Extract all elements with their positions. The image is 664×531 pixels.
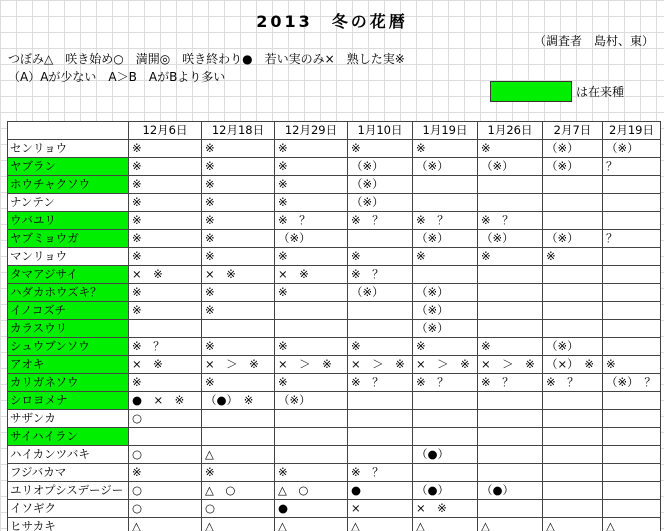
date-header[interactable]: 12月6日 bbox=[129, 122, 202, 140]
observation-cell[interactable] bbox=[603, 284, 661, 302]
date-header[interactable]: 2月19日 bbox=[603, 122, 661, 140]
plant-name-cell[interactable]: センリョウ bbox=[8, 140, 129, 158]
plant-name-cell[interactable]: シュウブンソウ bbox=[8, 338, 129, 356]
observation-cell[interactable] bbox=[603, 482, 661, 500]
plant-name-cell[interactable]: シロヨメナ bbox=[8, 392, 129, 410]
table-row bbox=[8, 356, 661, 374]
observation-cell[interactable]: （×） ※ bbox=[543, 356, 603, 374]
plant-name-cell[interactable]: ヒサカキ bbox=[8, 518, 129, 531]
observation-cell[interactable]: × bbox=[348, 500, 413, 518]
observation-cell[interactable]: （※） bbox=[543, 158, 603, 176]
observation-cell[interactable]: ※ bbox=[275, 194, 348, 212]
observation-cell[interactable] bbox=[478, 410, 543, 428]
observation-cell[interactable] bbox=[275, 320, 348, 338]
observation-cell[interactable]: （※） bbox=[413, 284, 478, 302]
observation-cell[interactable] bbox=[603, 176, 661, 194]
observation-cell[interactable]: ※ bbox=[129, 176, 202, 194]
observation-cell[interactable] bbox=[478, 176, 543, 194]
plant-name-cell[interactable]: ユリオプシスデージー bbox=[8, 482, 129, 500]
observation-cell[interactable]: ※ ？ bbox=[129, 338, 202, 356]
observation-cell[interactable]: × ※ bbox=[275, 266, 348, 284]
observation-cell[interactable]: ※ ？ bbox=[413, 374, 478, 392]
observation-cell[interactable] bbox=[603, 320, 661, 338]
observation-cell[interactable]: （※） bbox=[413, 302, 478, 320]
observation-cell[interactable]: （※） bbox=[348, 176, 413, 194]
observation-cell[interactable]: ※ bbox=[275, 374, 348, 392]
table-row bbox=[8, 446, 661, 464]
observation-cell[interactable]: ○ bbox=[129, 482, 202, 500]
date-header[interactable]: 2月7日 bbox=[543, 122, 603, 140]
observation-cell[interactable]: ※ bbox=[129, 284, 202, 302]
observation-cell[interactable]: △ bbox=[543, 518, 603, 531]
observation-cell[interactable]: ○ bbox=[129, 500, 202, 518]
observation-cell[interactable] bbox=[603, 500, 661, 518]
plant-name-cell[interactable]: ホウチャクソウ bbox=[8, 176, 129, 194]
observation-cell[interactable]: ※ bbox=[413, 140, 478, 158]
observation-cell[interactable] bbox=[543, 500, 603, 518]
table-row bbox=[8, 266, 661, 284]
observation-cell[interactable]: （●） bbox=[413, 446, 478, 464]
table-row bbox=[8, 176, 661, 194]
observation-cell[interactable]: △ bbox=[275, 518, 348, 531]
plant-name-cell[interactable]: ヤブラン bbox=[8, 158, 129, 176]
observation-cell[interactable]: ○ bbox=[129, 446, 202, 464]
observation-cell[interactable] bbox=[413, 176, 478, 194]
plant-name-cell[interactable]: サイハイラン bbox=[8, 428, 129, 446]
observation-cell[interactable] bbox=[603, 212, 661, 230]
observation-cell[interactable]: ？ bbox=[603, 230, 661, 248]
observation-cell[interactable]: ● × ※ bbox=[129, 392, 202, 410]
observation-cell[interactable]: ※ bbox=[603, 356, 661, 374]
observation-cell[interactable]: ○ bbox=[129, 410, 202, 428]
observation-cell[interactable]: ※ bbox=[543, 248, 603, 266]
observation-cell[interactable] bbox=[543, 194, 603, 212]
observation-cell[interactable] bbox=[202, 428, 275, 446]
observation-cell[interactable] bbox=[543, 482, 603, 500]
table-row bbox=[8, 302, 661, 320]
observation-cell[interactable] bbox=[275, 302, 348, 320]
table-row bbox=[8, 338, 661, 356]
plant-name-cell[interactable]: マンリョウ bbox=[8, 248, 129, 266]
observation-cell[interactable]: （※） bbox=[348, 284, 413, 302]
observation-cell[interactable]: （※） bbox=[413, 230, 478, 248]
surveyor-label: （調査者 島村、東） bbox=[533, 34, 654, 48]
observation-cell[interactable]: ※ bbox=[348, 338, 413, 356]
observation-cell[interactable]: ※ bbox=[275, 176, 348, 194]
observation-cell[interactable]: × ※ bbox=[129, 266, 202, 284]
observation-cell[interactable]: △ bbox=[478, 518, 543, 531]
observation-cell[interactable] bbox=[478, 500, 543, 518]
observation-cell[interactable] bbox=[543, 302, 603, 320]
observation-cell[interactable]: ※ bbox=[348, 140, 413, 158]
plant-name-cell[interactable]: アオキ bbox=[8, 356, 129, 374]
plant-name-cell[interactable]: カラスウリ bbox=[8, 320, 129, 338]
observation-cell[interactable] bbox=[603, 266, 661, 284]
observation-cell[interactable] bbox=[603, 392, 661, 410]
observation-cell[interactable]: ※ ？ bbox=[275, 212, 348, 230]
plant-name-cell[interactable]: ハイカンツバキ bbox=[8, 446, 129, 464]
observation-cell[interactable] bbox=[275, 410, 348, 428]
observation-cell[interactable]: ※ bbox=[202, 140, 275, 158]
observation-cell[interactable] bbox=[348, 392, 413, 410]
observation-cell[interactable] bbox=[478, 194, 543, 212]
observation-cell[interactable]: △ bbox=[348, 518, 413, 531]
observation-cell[interactable]: × ＞ ※ bbox=[413, 356, 478, 374]
observation-cell[interactable] bbox=[543, 464, 603, 482]
table-row bbox=[8, 482, 661, 500]
observation-cell[interactable] bbox=[478, 464, 543, 482]
observation-cell[interactable] bbox=[478, 266, 543, 284]
observation-cell[interactable]: ※ bbox=[348, 248, 413, 266]
observation-cell[interactable]: × ＞ ※ bbox=[202, 356, 275, 374]
observation-cell[interactable] bbox=[543, 392, 603, 410]
observation-cell[interactable]: ※ bbox=[275, 140, 348, 158]
observation-cell[interactable] bbox=[478, 446, 543, 464]
observation-cell[interactable] bbox=[413, 266, 478, 284]
date-header[interactable]: 12月29日 bbox=[275, 122, 348, 140]
symbol-legend: つぼみ△ 咲き始め○ 満開◎ 咲き終わり● 若い実のみ× 熟した実※ bbox=[8, 52, 405, 66]
observation-cell[interactable]: ※ bbox=[202, 302, 275, 320]
date-header[interactable]: 12月18日 bbox=[202, 122, 275, 140]
observation-cell[interactable]: （※） bbox=[478, 158, 543, 176]
table-row bbox=[8, 284, 661, 302]
observation-cell[interactable]: ※ bbox=[202, 194, 275, 212]
observation-cell[interactable] bbox=[603, 446, 661, 464]
observation-cell[interactable]: ※ ？ bbox=[478, 212, 543, 230]
observation-cell[interactable] bbox=[478, 392, 543, 410]
observation-cell[interactable]: ※ bbox=[129, 212, 202, 230]
observation-cell[interactable] bbox=[413, 392, 478, 410]
observation-cell[interactable]: × ※ bbox=[413, 500, 478, 518]
bloom-calendar-table bbox=[7, 121, 661, 531]
observation-cell[interactable]: （●） bbox=[478, 482, 543, 500]
observation-cell[interactable] bbox=[543, 446, 603, 464]
observation-cell[interactable] bbox=[543, 410, 603, 428]
table-row bbox=[8, 392, 661, 410]
observation-cell[interactable]: （●） bbox=[413, 482, 478, 500]
observation-cell[interactable]: ※ bbox=[413, 248, 478, 266]
observation-cell[interactable]: ※ bbox=[202, 176, 275, 194]
observation-cell[interactable]: × ＞ ※ bbox=[478, 356, 543, 374]
observation-cell[interactable]: （※） bbox=[348, 158, 413, 176]
observation-cell[interactable]: ※ bbox=[202, 338, 275, 356]
plant-name-cell[interactable]: ウバユリ bbox=[8, 212, 129, 230]
observation-cell[interactable]: ※ bbox=[129, 248, 202, 266]
table-row bbox=[8, 158, 661, 176]
observation-cell[interactable] bbox=[413, 464, 478, 482]
observation-cell[interactable]: × ※ bbox=[129, 356, 202, 374]
observation-cell[interactable] bbox=[478, 284, 543, 302]
observation-cell[interactable] bbox=[478, 428, 543, 446]
observation-cell[interactable]: ○ bbox=[202, 500, 275, 518]
observation-cell[interactable]: ※ bbox=[478, 140, 543, 158]
observation-cell[interactable]: △ ○ bbox=[202, 482, 275, 500]
observation-cell[interactable]: （※） bbox=[275, 230, 348, 248]
date-header[interactable]: 1月26日 bbox=[478, 122, 543, 140]
page-title: 2013 冬の花暦 bbox=[256, 12, 408, 31]
observation-cell[interactable]: △ ○ bbox=[275, 482, 348, 500]
observation-cell[interactable] bbox=[603, 410, 661, 428]
observation-cell[interactable]: △ bbox=[603, 518, 661, 531]
observation-cell[interactable] bbox=[603, 464, 661, 482]
plant-name-cell[interactable]: サザンカ bbox=[8, 410, 129, 428]
observation-cell[interactable]: ● bbox=[275, 500, 348, 518]
observation-cell[interactable]: ※ bbox=[275, 284, 348, 302]
table-row bbox=[8, 518, 661, 531]
observation-cell[interactable]: ※ bbox=[275, 158, 348, 176]
plant-name-cell[interactable]: ナンテン bbox=[8, 194, 129, 212]
observation-cell[interactable]: ※ bbox=[129, 374, 202, 392]
date-header[interactable]: 1月19日 bbox=[413, 122, 478, 140]
observation-cell[interactable] bbox=[348, 302, 413, 320]
observation-cell[interactable] bbox=[129, 428, 202, 446]
observation-cell[interactable] bbox=[413, 410, 478, 428]
observation-cell[interactable]: ※ bbox=[275, 248, 348, 266]
observation-cell[interactable]: （※） bbox=[478, 230, 543, 248]
table-row bbox=[8, 230, 661, 248]
comparison-legend: （A）Aが少ない A＞B AがBより多い bbox=[8, 70, 226, 84]
observation-cell[interactable]: ※ bbox=[202, 248, 275, 266]
observation-cell[interactable] bbox=[478, 320, 543, 338]
plant-name-cell[interactable]: ヤブミョウガ bbox=[8, 230, 129, 248]
observation-cell[interactable]: ※ bbox=[202, 464, 275, 482]
observation-cell[interactable]: ※ bbox=[202, 374, 275, 392]
observation-cell[interactable]: ※ bbox=[478, 248, 543, 266]
observation-cell[interactable] bbox=[413, 194, 478, 212]
plant-name-cell[interactable]: ハダカホウズキ？ bbox=[8, 284, 129, 302]
observation-cell[interactable] bbox=[478, 302, 543, 320]
table-row bbox=[8, 212, 661, 230]
observation-cell[interactable]: ※ bbox=[129, 194, 202, 212]
observation-cell[interactable] bbox=[413, 428, 478, 446]
observation-cell[interactable] bbox=[543, 428, 603, 446]
observation-cell[interactable]: ※ bbox=[202, 230, 275, 248]
observation-cell[interactable] bbox=[348, 230, 413, 248]
plant-name-cell[interactable]: イノコズチ bbox=[8, 302, 129, 320]
observation-cell[interactable] bbox=[603, 338, 661, 356]
observation-cell[interactable]: ※ ？ bbox=[348, 374, 413, 392]
observation-cell[interactable] bbox=[603, 428, 661, 446]
observation-cell[interactable] bbox=[275, 446, 348, 464]
observation-cell[interactable]: △ bbox=[202, 446, 275, 464]
observation-cell[interactable]: ※ ？ bbox=[348, 266, 413, 284]
observation-cell[interactable] bbox=[543, 266, 603, 284]
observation-cell[interactable] bbox=[129, 320, 202, 338]
observation-cell[interactable] bbox=[543, 212, 603, 230]
date-header[interactable]: 1月10日 bbox=[348, 122, 413, 140]
observation-cell[interactable]: △ bbox=[129, 518, 202, 531]
observation-cell[interactable] bbox=[543, 284, 603, 302]
observation-cell[interactable]: ※ bbox=[275, 338, 348, 356]
plant-name-cell[interactable]: フジバカマ bbox=[8, 464, 129, 482]
observation-cell[interactable]: ※ bbox=[129, 302, 202, 320]
observation-cell[interactable]: （※） bbox=[348, 194, 413, 212]
observation-cell[interactable]: ？ bbox=[603, 158, 661, 176]
observation-cell[interactable] bbox=[348, 320, 413, 338]
observation-cell[interactable] bbox=[202, 320, 275, 338]
observation-cell[interactable]: × ＞ ※ bbox=[348, 356, 413, 374]
table-row bbox=[8, 428, 661, 446]
observation-cell[interactable]: ※ bbox=[202, 158, 275, 176]
observation-cell[interactable]: ※ bbox=[202, 212, 275, 230]
observation-cell[interactable]: ※ bbox=[413, 338, 478, 356]
native-species-label: は在来種 bbox=[576, 85, 625, 99]
observation-cell[interactable] bbox=[603, 302, 661, 320]
table-row bbox=[8, 410, 661, 428]
observation-cell[interactable]: （※） ？ bbox=[603, 374, 661, 392]
observation-cell[interactable]: ● bbox=[348, 482, 413, 500]
native-species-swatch bbox=[490, 81, 572, 102]
observation-cell[interactable] bbox=[603, 248, 661, 266]
observation-cell[interactable]: × ※ bbox=[202, 266, 275, 284]
observation-cell[interactable]: ※ bbox=[478, 338, 543, 356]
table-row bbox=[8, 248, 661, 266]
observation-cell[interactable]: ※ ？ bbox=[413, 212, 478, 230]
observation-cell[interactable]: ※ bbox=[129, 140, 202, 158]
table-row bbox=[8, 194, 661, 212]
corner-cell[interactable] bbox=[8, 122, 129, 140]
observation-cell[interactable]: （※） bbox=[543, 140, 603, 158]
observation-cell[interactable]: △ bbox=[413, 518, 478, 531]
observation-cell[interactable]: （※） bbox=[275, 392, 348, 410]
observation-cell[interactable]: ※ bbox=[275, 464, 348, 482]
table-row bbox=[8, 320, 661, 338]
observation-cell[interactable]: × ＞ ※ bbox=[275, 356, 348, 374]
table-row bbox=[8, 464, 661, 482]
observation-cell[interactable]: （※） bbox=[413, 320, 478, 338]
observation-cell[interactable]: （※） bbox=[543, 230, 603, 248]
observation-cell[interactable]: ※ bbox=[129, 158, 202, 176]
plant-name-cell[interactable]: イソギク bbox=[8, 500, 129, 518]
observation-cell[interactable]: （※） bbox=[603, 140, 661, 158]
observation-cell[interactable] bbox=[348, 410, 413, 428]
observation-cell[interactable] bbox=[603, 194, 661, 212]
observation-cell[interactable] bbox=[275, 428, 348, 446]
plant-name-cell[interactable]: カリガネソウ bbox=[8, 374, 129, 392]
observation-cell[interactable]: ※ ？ bbox=[478, 374, 543, 392]
table-row bbox=[8, 374, 661, 392]
observation-cell[interactable] bbox=[543, 320, 603, 338]
observation-cell[interactable]: （※） bbox=[543, 338, 603, 356]
observation-cell[interactable] bbox=[348, 446, 413, 464]
observation-cell[interactable]: △ bbox=[202, 518, 275, 531]
observation-cell[interactable] bbox=[202, 410, 275, 428]
observation-cell[interactable]: （●） ※ bbox=[202, 392, 275, 410]
observation-cell[interactable]: ※ bbox=[129, 464, 202, 482]
observation-cell[interactable]: ※ ？ bbox=[543, 374, 603, 392]
observation-cell[interactable]: ※ bbox=[202, 284, 275, 302]
observation-cell[interactable]: （※） bbox=[413, 158, 478, 176]
observation-cell[interactable] bbox=[543, 176, 603, 194]
observation-cell[interactable] bbox=[348, 428, 413, 446]
header-row bbox=[8, 122, 661, 140]
table-row bbox=[8, 500, 661, 518]
plant-name-cell[interactable]: タマアジサイ bbox=[8, 266, 129, 284]
observation-cell[interactable]: ※ ？ bbox=[348, 464, 413, 482]
observation-cell[interactable]: ※ bbox=[129, 230, 202, 248]
table-row bbox=[8, 140, 661, 158]
observation-cell[interactable]: ※ ？ bbox=[348, 212, 413, 230]
